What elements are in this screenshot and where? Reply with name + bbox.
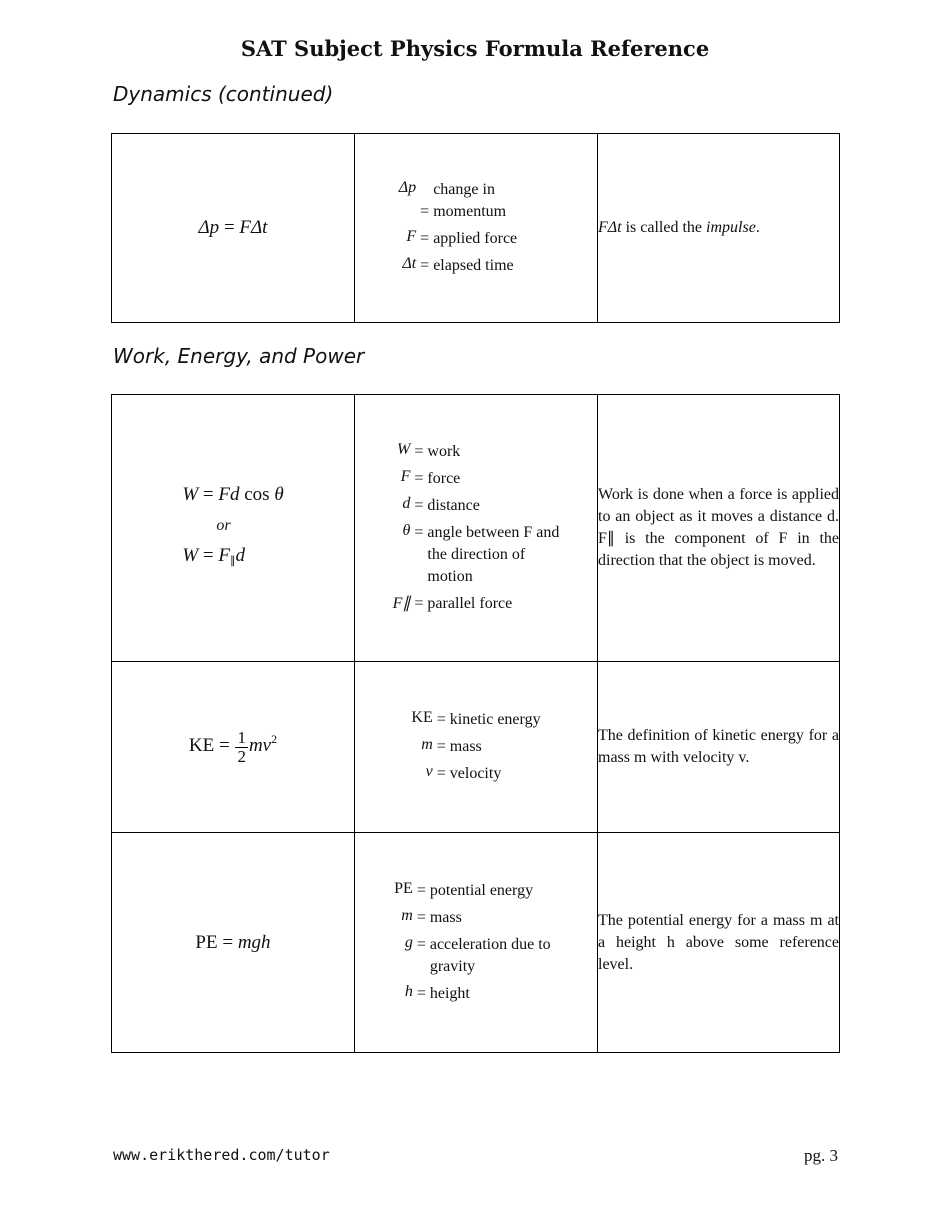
formula-exponent: 2 xyxy=(271,732,278,747)
variable-symbol: Δt xyxy=(402,255,417,272)
section-title-dynamics: Dynamics (continued) xyxy=(113,82,334,106)
variable-symbol: m xyxy=(421,736,433,753)
work-formula xyxy=(182,480,283,576)
description-end: . xyxy=(755,219,760,236)
formula-cell xyxy=(112,662,355,833)
variable-definition: mass xyxy=(449,738,482,755)
variable-definition: applied force xyxy=(433,230,518,247)
variable-symbol: m xyxy=(401,907,413,924)
variables-cell xyxy=(355,833,598,1053)
variable-definition: mass xyxy=(429,909,462,926)
variable-list: PE = potential energy m = mass g = acceleration due to gravity h = height xyxy=(394,880,558,1005)
description-emphasis: impulse xyxy=(706,219,756,236)
variable-definition: height xyxy=(429,985,470,1002)
table-row-kinetic-energy xyxy=(112,662,840,833)
formula-rhs: mv xyxy=(248,735,272,757)
variable-definition: change in momentum xyxy=(433,181,507,220)
variable-symbol: Δp xyxy=(398,179,417,196)
formula-rhs: FΔt xyxy=(239,217,268,238)
formula-lhs: PE xyxy=(195,931,218,953)
formula-lhs: KE xyxy=(188,735,215,757)
work-formula-line1: W = Fd cos θ xyxy=(182,484,284,505)
formula-cell xyxy=(112,134,355,323)
variable-symbol: F xyxy=(406,228,417,245)
potential-energy-formula: PE = mgh xyxy=(195,931,271,953)
kinetic-energy-formula: KE = $\frac{1}{2}$ $mv^2$ xyxy=(188,727,278,766)
variable-definition: force xyxy=(427,470,461,487)
variable-symbol: v xyxy=(425,763,433,780)
table-row-potential-energy xyxy=(112,833,840,1053)
variable-definition: distance xyxy=(427,497,480,514)
variable-list: W = work F = force d = distance θ = angle between F and the direction of motion F∥ = parallel force xyxy=(393,441,560,615)
section-title-work-energy-power: Work, Energy, and Power xyxy=(113,344,365,368)
variable-symbol: F xyxy=(400,468,411,485)
kinetic-energy-description: The definition of kinetic energy for a mass m with velocity v. xyxy=(598,727,839,766)
variables-cell xyxy=(355,395,598,662)
work-formula-or: or xyxy=(216,517,231,534)
page-number: pg. 3 xyxy=(804,1146,838,1165)
description-cell xyxy=(598,833,840,1053)
variable-symbol: F∥ xyxy=(392,595,411,612)
variable-symbol: θ xyxy=(402,522,411,539)
variable-definition: acceleration due to gravity xyxy=(429,936,551,975)
fraction-denominator: 2 xyxy=(237,746,246,766)
description-symbol: FΔt xyxy=(598,219,622,236)
variables-cell xyxy=(355,134,598,323)
variable-symbol: g xyxy=(404,934,413,951)
variable-definition: angle between F and the direction of motion xyxy=(427,524,560,585)
impulse-description xyxy=(598,219,760,236)
variable-symbol: W xyxy=(397,441,411,458)
variable-symbol: h xyxy=(404,983,413,1000)
fraction xyxy=(235,729,248,766)
variable-definition: work xyxy=(427,443,461,460)
variable-definition: elapsed time xyxy=(433,257,514,274)
variables-cell xyxy=(355,662,598,833)
table-row-work xyxy=(112,395,840,662)
fraction-numerator: 1 xyxy=(237,727,246,747)
formula-cell xyxy=(112,395,355,662)
work-energy-table xyxy=(111,394,840,1053)
description-cell xyxy=(598,395,840,662)
table-row-impulse xyxy=(112,134,840,323)
description-text: is called the xyxy=(621,219,707,236)
variable-definition: parallel force xyxy=(427,595,513,612)
variable-list: Δp =change in momentum F = applied force Δt = elapsed time xyxy=(399,179,553,277)
page-title: SAT Subject Physics Formula Reference xyxy=(240,36,710,61)
formula-lhs: Δp xyxy=(198,217,220,238)
description-cell xyxy=(598,134,840,323)
variable-symbol: KE xyxy=(411,709,433,726)
potential-energy-description: The potential energy for a mass m at a height h above some reference level. xyxy=(598,911,839,973)
variable-symbol: d xyxy=(402,495,411,512)
work-description: Work is done when a force is applied to an object as it moves a distance d. F∥ is the component of F in the direction that the object is moved. xyxy=(598,486,839,569)
variable-list: KE = kinetic energy m = mass v = velocity xyxy=(411,709,540,785)
impulse-formula: Δp = FΔt xyxy=(198,217,268,238)
dynamics-table xyxy=(111,133,840,323)
formula-rhs: mgh xyxy=(237,931,271,953)
variable-definition: velocity xyxy=(449,765,502,782)
variable-definition: potential energy xyxy=(429,882,534,899)
description-cell xyxy=(598,662,840,833)
footer-url: www.erikthered.com/tutor xyxy=(113,1146,330,1164)
variable-symbol: PE xyxy=(394,880,413,897)
variable-definition: kinetic energy xyxy=(449,711,541,728)
formula-cell xyxy=(112,833,355,1053)
work-formula-line2: $W = F_\parallel d$ xyxy=(182,545,245,567)
